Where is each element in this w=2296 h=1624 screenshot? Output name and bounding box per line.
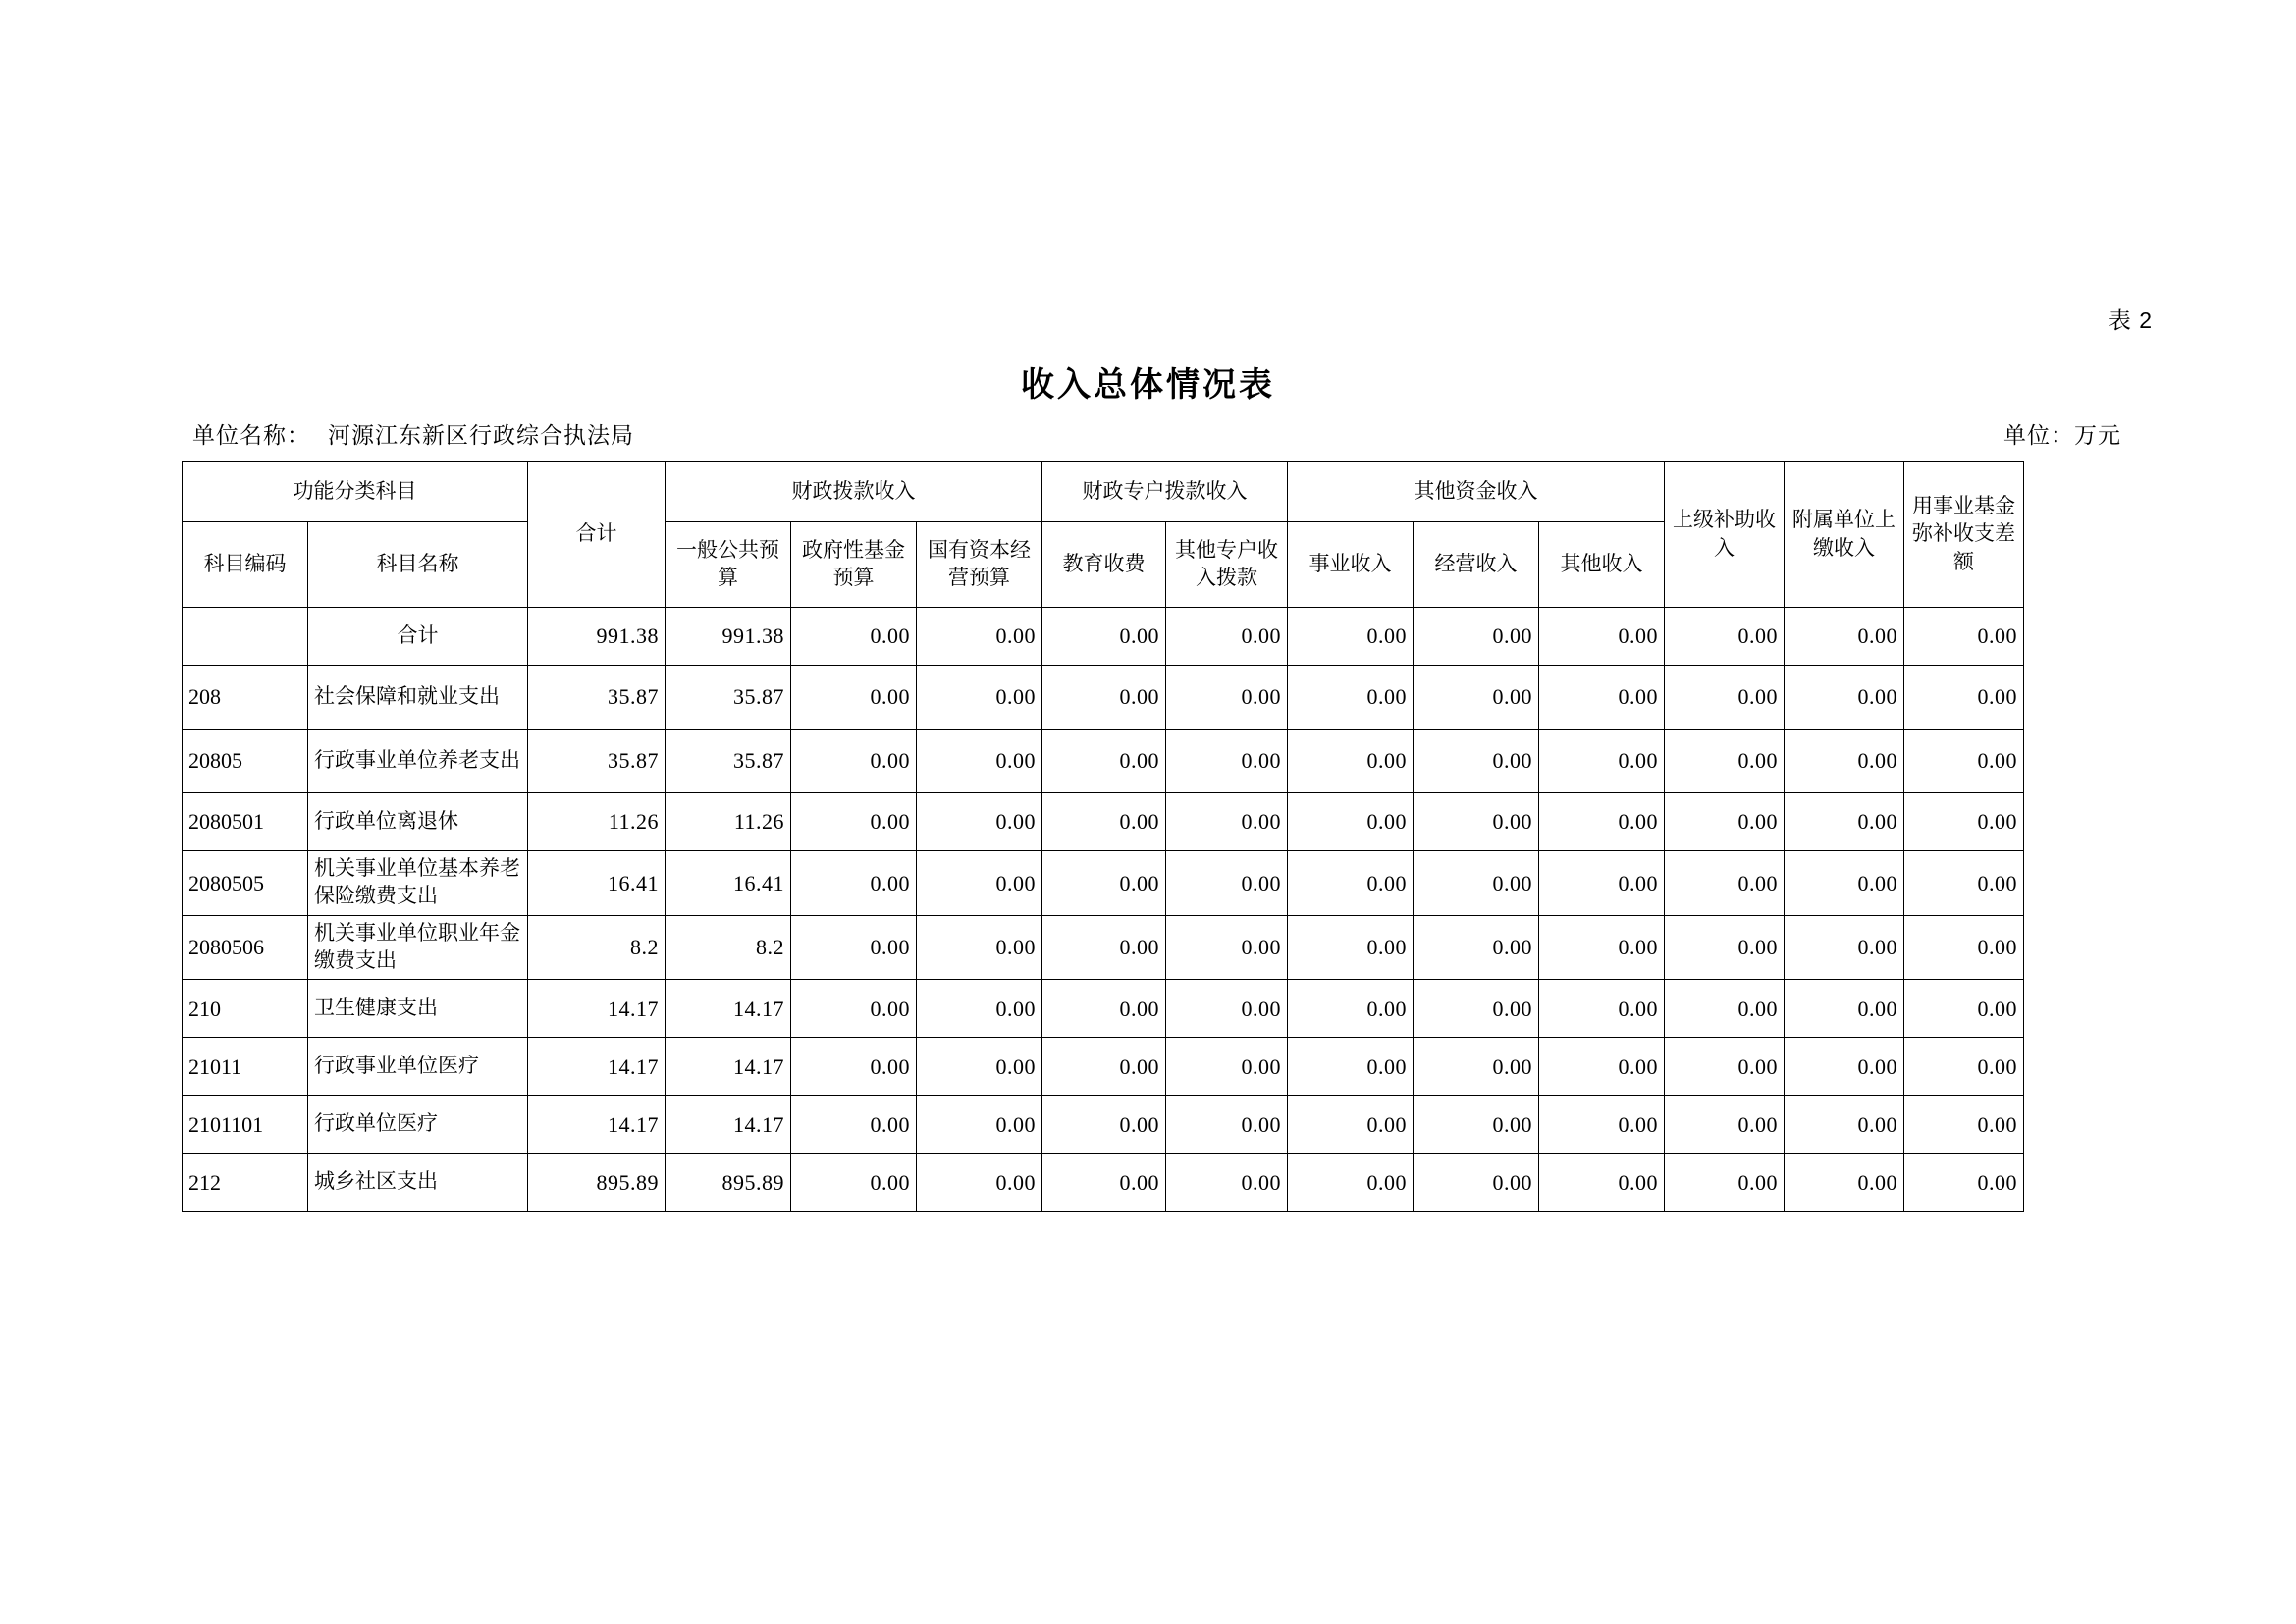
cell-operating-income: 0.00 [1414,915,1539,980]
cell-code [183,608,308,666]
cell-subordinate-paid: 0.00 [1785,793,1904,851]
cell-total: 14.17 [528,1096,666,1154]
cell-name: 行政事业单位养老支出 [308,730,528,793]
cell-state-capital-budget: 0.00 [917,730,1042,793]
cell-total: 8.2 [528,915,666,980]
header-col-career-fund-offset: 用事业基金弥补收支差额 [1904,462,2024,608]
cell-other-income: 0.00 [1539,1038,1665,1096]
cell-career-income: 0.00 [1288,915,1414,980]
cell-general-budget: 11.26 [666,793,791,851]
table-row [183,730,2024,793]
cell-career-fund-offset: 0.00 [1904,851,2024,916]
cell-education-fee: 0.00 [1042,1038,1166,1096]
cell-other-special: 0.00 [1166,666,1288,730]
cell-total: 11.26 [528,793,666,851]
header-col-education-fee: 教育收费 [1042,522,1166,608]
cell-superior-subsidy: 0.00 [1665,915,1785,980]
cell-subordinate-paid: 0.00 [1785,1096,1904,1154]
cell-state-capital-budget: 0.00 [917,851,1042,916]
cell-code: 208 [183,666,308,730]
cell-other-special: 0.00 [1166,915,1288,980]
cell-career-fund-offset: 0.00 [1904,1096,2024,1154]
cell-career-income: 0.00 [1288,730,1414,793]
cell-name: 行政单位离退休 [308,793,528,851]
cell-gov-fund-budget: 0.00 [791,851,917,916]
cell-other-special: 0.00 [1166,1154,1288,1212]
table-row [183,915,2024,980]
cell-state-capital-budget: 0.00 [917,980,1042,1038]
cell-subordinate-paid: 0.00 [1785,666,1904,730]
cell-other-special: 0.00 [1166,730,1288,793]
cell-subordinate-paid: 0.00 [1785,980,1904,1038]
cell-career-fund-offset: 0.00 [1904,915,2024,980]
cell-state-capital-budget: 0.00 [917,608,1042,666]
header-col-superior-subsidy: 上级补助收入 [1665,462,1785,608]
cell-operating-income: 0.00 [1414,666,1539,730]
cell-subordinate-paid: 0.00 [1785,608,1904,666]
cell-education-fee: 0.00 [1042,666,1166,730]
cell-other-special: 0.00 [1166,608,1288,666]
cell-subordinate-paid: 0.00 [1785,730,1904,793]
cell-career-income: 0.00 [1288,1154,1414,1212]
unit-name-label: 单位名称： [192,422,310,448]
cell-other-income: 0.00 [1539,730,1665,793]
cell-name: 机关事业单位基本养老保险缴费支出 [308,851,528,916]
cell-superior-subsidy: 0.00 [1665,666,1785,730]
cell-state-capital-budget: 0.00 [917,793,1042,851]
cell-operating-income: 0.00 [1414,1096,1539,1154]
header-col-other-special: 其他专户收入拨款 [1166,522,1288,608]
cell-subordinate-paid: 0.00 [1785,915,1904,980]
cell-career-income: 0.00 [1288,608,1414,666]
cell-gov-fund-budget: 0.00 [791,608,917,666]
cell-state-capital-budget: 0.00 [917,1096,1042,1154]
cell-superior-subsidy: 0.00 [1665,980,1785,1038]
cell-total: 895.89 [528,1154,666,1212]
cell-name: 社会保障和就业支出 [308,666,528,730]
cell-gov-fund-budget: 0.00 [791,1096,917,1154]
header-col-operating-income: 经营收入 [1414,522,1539,608]
cell-career-income: 0.00 [1288,666,1414,730]
cell-career-income: 0.00 [1288,980,1414,1038]
cell-gov-fund-budget: 0.00 [791,1154,917,1212]
cell-other-income: 0.00 [1539,608,1665,666]
cell-total: 14.17 [528,1038,666,1096]
cell-code: 210 [183,980,308,1038]
cell-other-income: 0.00 [1539,980,1665,1038]
cell-general-budget: 14.17 [666,1096,791,1154]
cell-code: 2080506 [183,915,308,980]
header-col-subordinate-paid: 附属单位上缴收入 [1785,462,1904,608]
cell-general-budget: 14.17 [666,980,791,1038]
cell-education-fee: 0.00 [1042,730,1166,793]
cell-career-fund-offset: 0.00 [1904,608,2024,666]
cell-career-income: 0.00 [1288,793,1414,851]
cell-other-special: 0.00 [1166,1038,1288,1096]
cell-career-fund-offset: 0.00 [1904,666,2024,730]
table-header-row-1 [183,462,2024,522]
cell-superior-subsidy: 0.00 [1665,1096,1785,1154]
unit-name-group [192,417,634,450]
cell-subordinate-paid: 0.00 [1785,1038,1904,1096]
cell-operating-income: 0.00 [1414,980,1539,1038]
header-col-total: 合计 [528,462,666,608]
table-row [183,851,2024,916]
cell-operating-income: 0.00 [1414,730,1539,793]
cell-general-budget: 8.2 [666,915,791,980]
cell-career-fund-offset: 0.00 [1904,1154,2024,1212]
cell-other-special: 0.00 [1166,980,1288,1038]
cell-education-fee: 0.00 [1042,1096,1166,1154]
cell-career-fund-offset: 0.00 [1904,793,2024,851]
header-group-other-funds: 其他资金收入 [1288,462,1665,522]
cell-name: 合计 [308,608,528,666]
cell-superior-subsidy: 0.00 [1665,730,1785,793]
cell-state-capital-budget: 0.00 [917,1038,1042,1096]
cell-superior-subsidy: 0.00 [1665,608,1785,666]
cell-education-fee: 0.00 [1042,851,1166,916]
table-row [183,666,2024,730]
table-row [183,1096,2024,1154]
unit-name-value: 河源江东新区行政综合执法局 [328,422,634,448]
cell-general-budget: 991.38 [666,608,791,666]
table-row [183,608,2024,666]
cell-education-fee: 0.00 [1042,915,1166,980]
table-number: 表 2 [2108,307,2153,333]
cell-other-income: 0.00 [1539,793,1665,851]
amount-unit-label: 单位：万元 [2003,422,2121,448]
header-col-state-capital-budget: 国有资本经营预算 [917,522,1042,608]
table-row [183,1154,2024,1212]
cell-total: 16.41 [528,851,666,916]
header-col-code: 科目编码 [183,522,308,608]
cell-career-fund-offset: 0.00 [1904,730,2024,793]
cell-superior-subsidy: 0.00 [1665,793,1785,851]
cell-general-budget: 16.41 [666,851,791,916]
header-col-other-income: 其他收入 [1539,522,1665,608]
cell-other-income: 0.00 [1539,1096,1665,1154]
cell-name: 机关事业单位职业年金缴费支出 [308,915,528,980]
cell-code: 21011 [183,1038,308,1096]
cell-subordinate-paid: 0.00 [1785,1154,1904,1212]
cell-code: 2080505 [183,851,308,916]
cell-operating-income: 0.00 [1414,608,1539,666]
cell-general-budget: 14.17 [666,1038,791,1096]
cell-other-special: 0.00 [1166,793,1288,851]
cell-other-income: 0.00 [1539,1154,1665,1212]
cell-subordinate-paid: 0.00 [1785,851,1904,916]
cell-operating-income: 0.00 [1414,851,1539,916]
cell-superior-subsidy: 0.00 [1665,1038,1785,1096]
header-col-general-budget: 一般公共预算 [666,522,791,608]
cell-code: 212 [183,1154,308,1212]
cell-total: 35.87 [528,730,666,793]
cell-superior-subsidy: 0.00 [1665,1154,1785,1212]
cell-operating-income: 0.00 [1414,1154,1539,1212]
header-group-function: 功能分类科目 [183,462,528,522]
cell-code: 2080501 [183,793,308,851]
cell-state-capital-budget: 0.00 [917,915,1042,980]
cell-education-fee: 0.00 [1042,793,1166,851]
cell-career-income: 0.00 [1288,1038,1414,1096]
header-col-name: 科目名称 [308,522,528,608]
cell-career-income: 0.00 [1288,1096,1414,1154]
cell-general-budget: 35.87 [666,730,791,793]
cell-other-income: 0.00 [1539,666,1665,730]
cell-gov-fund-budget: 0.00 [791,915,917,980]
cell-career-fund-offset: 0.00 [1904,1038,2024,1096]
cell-general-budget: 895.89 [666,1154,791,1212]
cell-total: 14.17 [528,980,666,1038]
header-group-fiscal: 财政拨款收入 [666,462,1042,522]
table-row [183,980,2024,1038]
cell-education-fee: 0.00 [1042,1154,1166,1212]
cell-education-fee: 0.00 [1042,608,1166,666]
cell-superior-subsidy: 0.00 [1665,851,1785,916]
cell-career-income: 0.00 [1288,851,1414,916]
cell-other-special: 0.00 [1166,851,1288,916]
table-row [183,793,2024,851]
cell-total: 35.87 [528,666,666,730]
cell-name: 行政事业单位医疗 [308,1038,528,1096]
cell-gov-fund-budget: 0.00 [791,980,917,1038]
cell-other-income: 0.00 [1539,851,1665,916]
cell-code: 20805 [183,730,308,793]
cell-name: 卫生健康支出 [308,980,528,1038]
cell-career-fund-offset: 0.00 [1904,980,2024,1038]
cell-code: 2101101 [183,1096,308,1154]
document-meta [192,417,2121,450]
cell-gov-fund-budget: 0.00 [791,730,917,793]
cell-other-special: 0.00 [1166,1096,1288,1154]
cell-other-income: 0.00 [1539,915,1665,980]
header-group-special-account: 财政专户拨款收入 [1042,462,1288,522]
header-col-gov-fund-budget: 政府性基金预算 [791,522,917,608]
cell-state-capital-budget: 0.00 [917,666,1042,730]
cell-gov-fund-budget: 0.00 [791,1038,917,1096]
cell-education-fee: 0.00 [1042,980,1166,1038]
header-col-career-income: 事业收入 [1288,522,1414,608]
cell-total: 991.38 [528,608,666,666]
cell-general-budget: 35.87 [666,666,791,730]
cell-gov-fund-budget: 0.00 [791,666,917,730]
cell-gov-fund-budget: 0.00 [791,793,917,851]
income-summary-table [182,461,2024,1212]
cell-operating-income: 0.00 [1414,793,1539,851]
cell-operating-income: 0.00 [1414,1038,1539,1096]
cell-name: 城乡社区支出 [308,1154,528,1212]
cell-state-capital-budget: 0.00 [917,1154,1042,1212]
table-row [183,1038,2024,1096]
page-title: 收入总体情况表 [1021,366,1275,404]
cell-name: 行政单位医疗 [308,1096,528,1154]
